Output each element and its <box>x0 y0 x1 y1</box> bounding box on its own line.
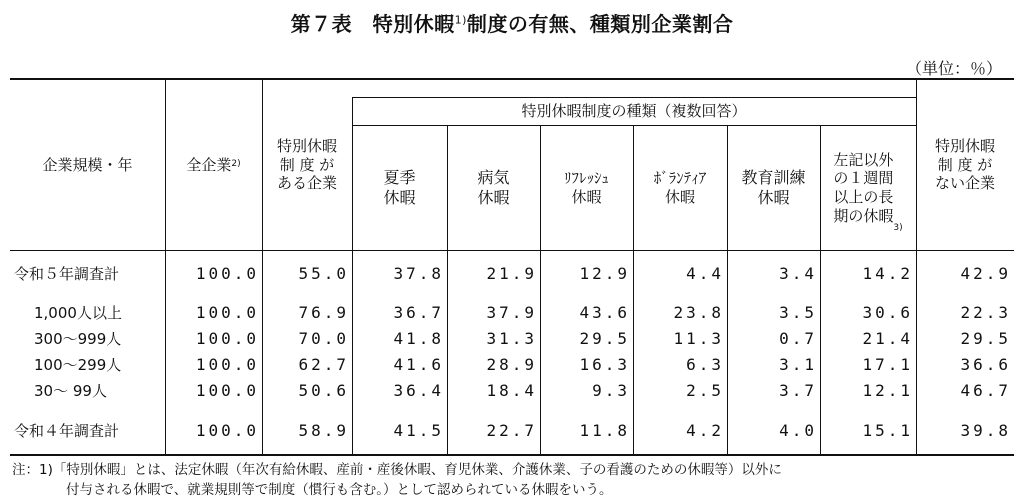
table-row: 1,000人以上 100.0 76.9 36.7 37.9 43.6 23.8 3.5 30.6 22.3 <box>34 303 1011 322</box>
header-summer: 夏季 休暇 <box>383 168 416 207</box>
header-types-group: 特別休暇制度の種類（複数回答） <box>521 102 747 121</box>
footnote-line-2: 付与される休暇で、就業規則等で制度（慣行も含む。）として認められている休暇をいう。 <box>66 482 613 498</box>
table-row: 300～999人 100.0 70.0 41.8 31.3 29.5 11.3 0.7 21.4 29.5 <box>34 329 1011 348</box>
header-bottom-rule <box>10 250 1014 251</box>
header-all: 全企業 2) <box>186 155 241 174</box>
header-none: 特別休暇 制 度 が ない企業 <box>934 136 995 193</box>
unit-label: （単位：％） <box>905 59 1002 78</box>
header-sick: 病気 休暇 <box>477 168 510 207</box>
header-refresh: ﾘﾌﾚｯｼｭ 休暇 <box>563 169 609 206</box>
footnote-line-1: 注：1)「特別休暇」とは、法定休暇（年次有給休暇、産前・産後休暇、育児休業、介護休業、子の看護のための休暇等）以外に <box>12 462 782 478</box>
table-row: 令和４年調査計 100.0 58.9 41.5 22.7 11.8 4.2 4.0 15.1 39.8 <box>14 421 1011 440</box>
table-row: 100～299人 100.0 62.7 41.6 28.9 16.3 6.3 3.1 17.1 36.6 <box>34 355 1011 374</box>
table-bottom-rule <box>10 454 1014 456</box>
header-long: 左記以外 の１週間 以上の長 期の休暇 $_{3)}$ <box>833 150 903 233</box>
header-size: 企業規模・年 <box>42 155 133 174</box>
header-education: 教育訓練 休暇 <box>741 168 806 207</box>
header-has: 特別休暇 制 度 が ある企業 <box>276 136 337 193</box>
table-row: 30～ 99人 100.0 50.6 36.4 18.4 9.3 2.5 3.7 12.1 46.7 <box>34 381 1011 400</box>
table-title: 第７表 特別休暇$^{1)}$制度の有無、種類別企業割合 <box>290 12 734 36</box>
table-row: 令和５年調査計 100.0 55.0 37.8 21.9 12.9 4.4 3.4 14.2 42.9 <box>14 264 1011 283</box>
header-volunteer: ﾎﾞﾗﾝﾃｨｱ 休暇 <box>653 169 707 206</box>
